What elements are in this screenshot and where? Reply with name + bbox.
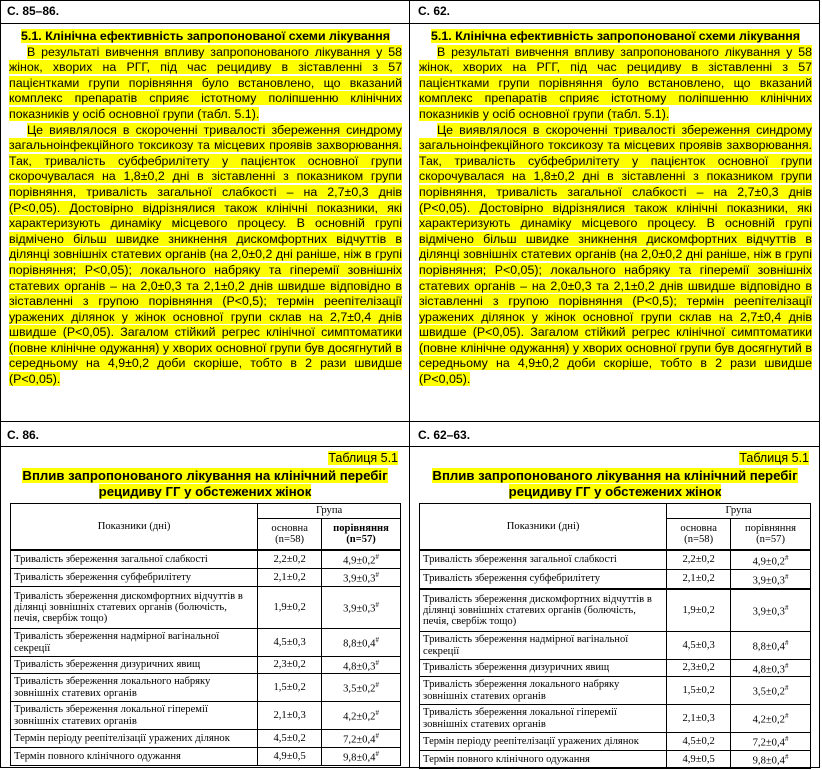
row-label: Тривалість збереження надмірної вагінальної секреції <box>420 632 667 660</box>
header-indicators: Показники (дні) <box>11 504 258 551</box>
table-row <box>420 751 811 769</box>
main-group-value: 1,9±0,2 <box>667 589 731 632</box>
comparison-group-value: 9,8±0,4# <box>731 751 811 769</box>
header-group: Група <box>258 504 401 519</box>
comparison-group-value: 3,9±0,3# <box>731 570 811 590</box>
row-divider-top <box>0 23 820 24</box>
row-label: Тривалість збереження дискомфортних відчуттів в ділянці зовнішніх статевих органів (болючість, печія, свербіж тощо) <box>11 587 258 629</box>
comparison-group-value: 8,8±0,4# <box>731 632 811 660</box>
row-divider-middle <box>0 421 820 422</box>
header-comparison-group: порівняння (n=57) <box>731 519 811 551</box>
row-label: Тривалість збереження загальної слабкості <box>420 550 667 570</box>
main-group-value: 2,3±0,2 <box>667 660 731 677</box>
header-main-group: основна (n=58) <box>258 519 322 551</box>
main-group-value: 2,1±0,2 <box>667 570 731 590</box>
comparison-group-value: 3,9±0,3# <box>322 569 401 587</box>
table-row <box>11 702 401 730</box>
paragraph-1: В результаті вивчення впливу запропонованого лікування у 58 жінок, хворих на РГГ, під час рецидиву в зіставленні з 57 пацієнтками групи порівняння було встановлено, що вказаний комплекс препаратів сприяє істотному поліпшенню клінічних показників у осіб основної групи (табл. 5.1). <box>419 44 812 121</box>
main-group-value: 4,9±0,5 <box>258 748 322 766</box>
row-label: Тривалість збереження дискомфортних відчуттів в ділянці зовнішніх статевих органів (болючість, печія, свербіж тощо) <box>420 589 667 632</box>
table-title: Вплив запропонованого лікування на клінічний перебіг рецидиву ГГ у обстежених жінок <box>22 468 388 499</box>
main-group-value: 4,5±0,2 <box>667 733 731 751</box>
comparison-group-value: 4,2±0,2# <box>322 702 401 730</box>
section-title: 5.1. Клінічна ефективність запропонованої схеми лікування <box>431 29 800 43</box>
comparison-group-value: 3,5±0,2# <box>322 674 401 702</box>
main-group-value: 2,1±0,2 <box>258 569 322 587</box>
ref-label-bottom-left: С. 86. <box>7 428 40 442</box>
row-label: Тривалість збереження субфебрилітету <box>420 570 667 590</box>
table-row <box>420 660 811 677</box>
main-group-value: 2,2±0,2 <box>258 550 322 569</box>
ref-label-bottom-right: С. 62–63. <box>418 428 471 442</box>
table-row <box>420 570 811 590</box>
table-row <box>11 569 401 587</box>
table-row <box>420 632 811 660</box>
comparison-group-value: 4,2±0,2# <box>731 705 811 733</box>
comparison-group-value: 3,5±0,2# <box>731 677 811 705</box>
main-group-value: 1,9±0,2 <box>258 587 322 629</box>
table-row <box>11 748 401 766</box>
main-group-value: 2,1±0,3 <box>667 705 731 733</box>
row-divider-bottom <box>0 446 820 447</box>
table-caption: Таблиця 5.1 <box>328 451 398 465</box>
results-table <box>10 503 401 766</box>
table-row <box>11 629 401 657</box>
row-label: Тривалість збереження загальної слабкості <box>11 550 258 569</box>
table-row <box>11 550 401 569</box>
table-row <box>11 730 401 748</box>
main-group-value: 4,5±0,3 <box>258 629 322 657</box>
row-label: Термін періоду реепітелізації уражених ділянок <box>420 733 667 751</box>
main-group-value: 4,9±0,5 <box>667 751 731 769</box>
table-row <box>11 657 401 674</box>
main-group-value: 2,2±0,2 <box>667 550 731 570</box>
paragraph-2: Це виявлялося в скороченні тривалості збереження синдрому загальноінфекційного токсикозу та місцевих проявів захворювання. Так, тривалість субфебрилітету у пацієнток основної групи скорочувалася на 1,8±0,2 дні в зіставленні з показником групи порівняння, тривалість загальної слабкості – на 2,7±0,3 днів (P<0,05). Достовірно відрізнялися також клінічні показники, які характеризують динаміку місцевого процесу. В основній групі відмічено більш швидке зникнення дискомфортних відчуттів в ділянці зовнішніх статевих органів (на 2,0±0,2 дні раніше, ніж в групі порівняння; P<0,05); локального набряку та гіперемії зовнішніх статевих органів – на 2,0±0,3 та 2,1±0,2 днів швидше відповідно в зіставленні з групою порівняння (P<0,5); термін реепітелізації уражених ділянок у жінок основної групи склав на 2,7±0,4 днів швидше (P<0,05). Загалом стійкий регрес клінічної симптоматики (повне клінічне одужання) у хворих основної групи був досягнутий в середньому на 4,9±0,2 доби скоріше, тобто в 2 рази швидше (P<0,05). <box>419 122 812 387</box>
table-row <box>11 674 401 702</box>
paragraph-2: Це виявлялося в скороченні тривалості збереження синдрому загальноінфекційного токсикозу та місцевих проявів захворювання. Так, тривалість субфебрилітету у пацієнток основної групи скорочувалася на 1,8±0,2 дні в зіставленні з показником групи порівняння, тривалість загальної слабкості – на 2,7±0,3 днів (P<0,05). Достовірно відрізнялися також клінічні показники, які характеризують динаміку місцевого процесу. В основній групі відмічено більш швидке зникнення дискомфортних відчуттів в ділянці зовнішніх статевих органів (на 2,0±0,2 дні раніше, ніж в групі порівняння; P<0,05); локального набряку та гіперемії зовнішніх статевих органів – на 2,0±0,3 та 2,1±0,2 днів швидше відповідно в зіставленні з групою порівняння (P<0,5); термін реепітелізації уражених ділянок у жінок основної групи склав на 2,7±0,4 днів швидше (P<0,05). Загалом стійкий регрес клінічної симптоматики (повне клінічне одужання) у хворих основної групи був досягнутий в середньому на 4,9±0,2 доби скоріше, тобто в 2 рази швидше (P<0,05). <box>9 122 402 387</box>
comparison-group-value: 4,9±0,2# <box>322 550 401 569</box>
right-text-block <box>419 29 812 388</box>
comparison-group-value: 9,8±0,4# <box>322 748 401 766</box>
comparison-group-value: 7,2±0,4# <box>322 730 401 748</box>
table-row <box>420 733 811 751</box>
comparison-group-value: 8,8±0,4# <box>322 629 401 657</box>
table-caption: Таблиця 5.1 <box>739 451 809 465</box>
ref-label-top-left: С. 85–86. <box>7 4 60 18</box>
header-comparison-group: порівняння (n=57) <box>322 519 401 551</box>
comparison-group-value: 4,9±0,2# <box>731 550 811 570</box>
row-label: Тривалість збереження локального набряку зовнішніх статевих органів <box>11 674 258 702</box>
main-group-value: 4,5±0,3 <box>667 632 731 660</box>
header-group: Група <box>667 504 811 519</box>
row-label: Термін періоду реепітелізації уражених ділянок <box>11 730 258 748</box>
table-row <box>420 677 811 705</box>
left-text-block <box>9 29 402 388</box>
row-label: Тривалість збереження дизуричних явищ <box>11 657 258 674</box>
row-label: Термін повного клінічного одужання <box>11 748 258 766</box>
table-title: Вплив запропонованого лікування на клінічний перебіг рецидиву ГГ у обстежених жінок <box>432 468 798 499</box>
row-label: Тривалість збереження надмірної вагінальної секреції <box>11 629 258 657</box>
comparison-group-value: 3,9±0,3# <box>731 589 811 632</box>
section-title: 5.1. Клінічна ефективність запропонованої схеми лікування <box>21 29 390 43</box>
comparison-group-value: 3,9±0,3# <box>322 587 401 629</box>
comparison-group-value: 4,8±0,3# <box>322 657 401 674</box>
table-row <box>420 705 811 733</box>
row-label: Термін повного клінічного одужання <box>420 751 667 769</box>
row-label: Тривалість збереження локальної гіперемії зовнішніх статевих органів <box>420 705 667 733</box>
column-divider <box>409 0 410 768</box>
main-group-value: 2,1±0,3 <box>258 702 322 730</box>
row-label: Тривалість збереження дизуричних явищ <box>420 660 667 677</box>
row-label: Тривалість збереження локального набряку зовнішніх статевих органів <box>420 677 667 705</box>
header-indicators: Показники (дні) <box>420 504 667 551</box>
main-group-value: 1,5±0,2 <box>667 677 731 705</box>
comparison-group-value: 7,2±0,4# <box>731 733 811 751</box>
header-main-group: основна (n=58) <box>667 519 731 551</box>
table-row <box>420 550 811 570</box>
table-row <box>420 589 811 632</box>
ref-label-top-right: С. 62. <box>418 4 451 18</box>
table-row <box>11 587 401 629</box>
comparison-group-value: 4,8±0,3# <box>731 660 811 677</box>
paragraph-1: В результаті вивчення впливу запропонованого лікування у 58 жінок, хворих на РГГ, під час рецидиву в зіставленні з 57 пацієнтками групи порівняння було встановлено, що вказаний комплекс препаратів сприяє істотному поліпшенню клінічних показників у осіб основної групи (табл. 5.1). <box>9 44 402 121</box>
main-group-value: 4,5±0,2 <box>258 730 322 748</box>
main-group-value: 2,3±0,2 <box>258 657 322 674</box>
main-group-value: 1,5±0,2 <box>258 674 322 702</box>
row-label: Тривалість збереження локальної гіперемії зовнішніх статевих органів <box>11 702 258 730</box>
row-label: Тривалість збереження субфебрилітету <box>11 569 258 587</box>
results-table <box>419 503 811 769</box>
